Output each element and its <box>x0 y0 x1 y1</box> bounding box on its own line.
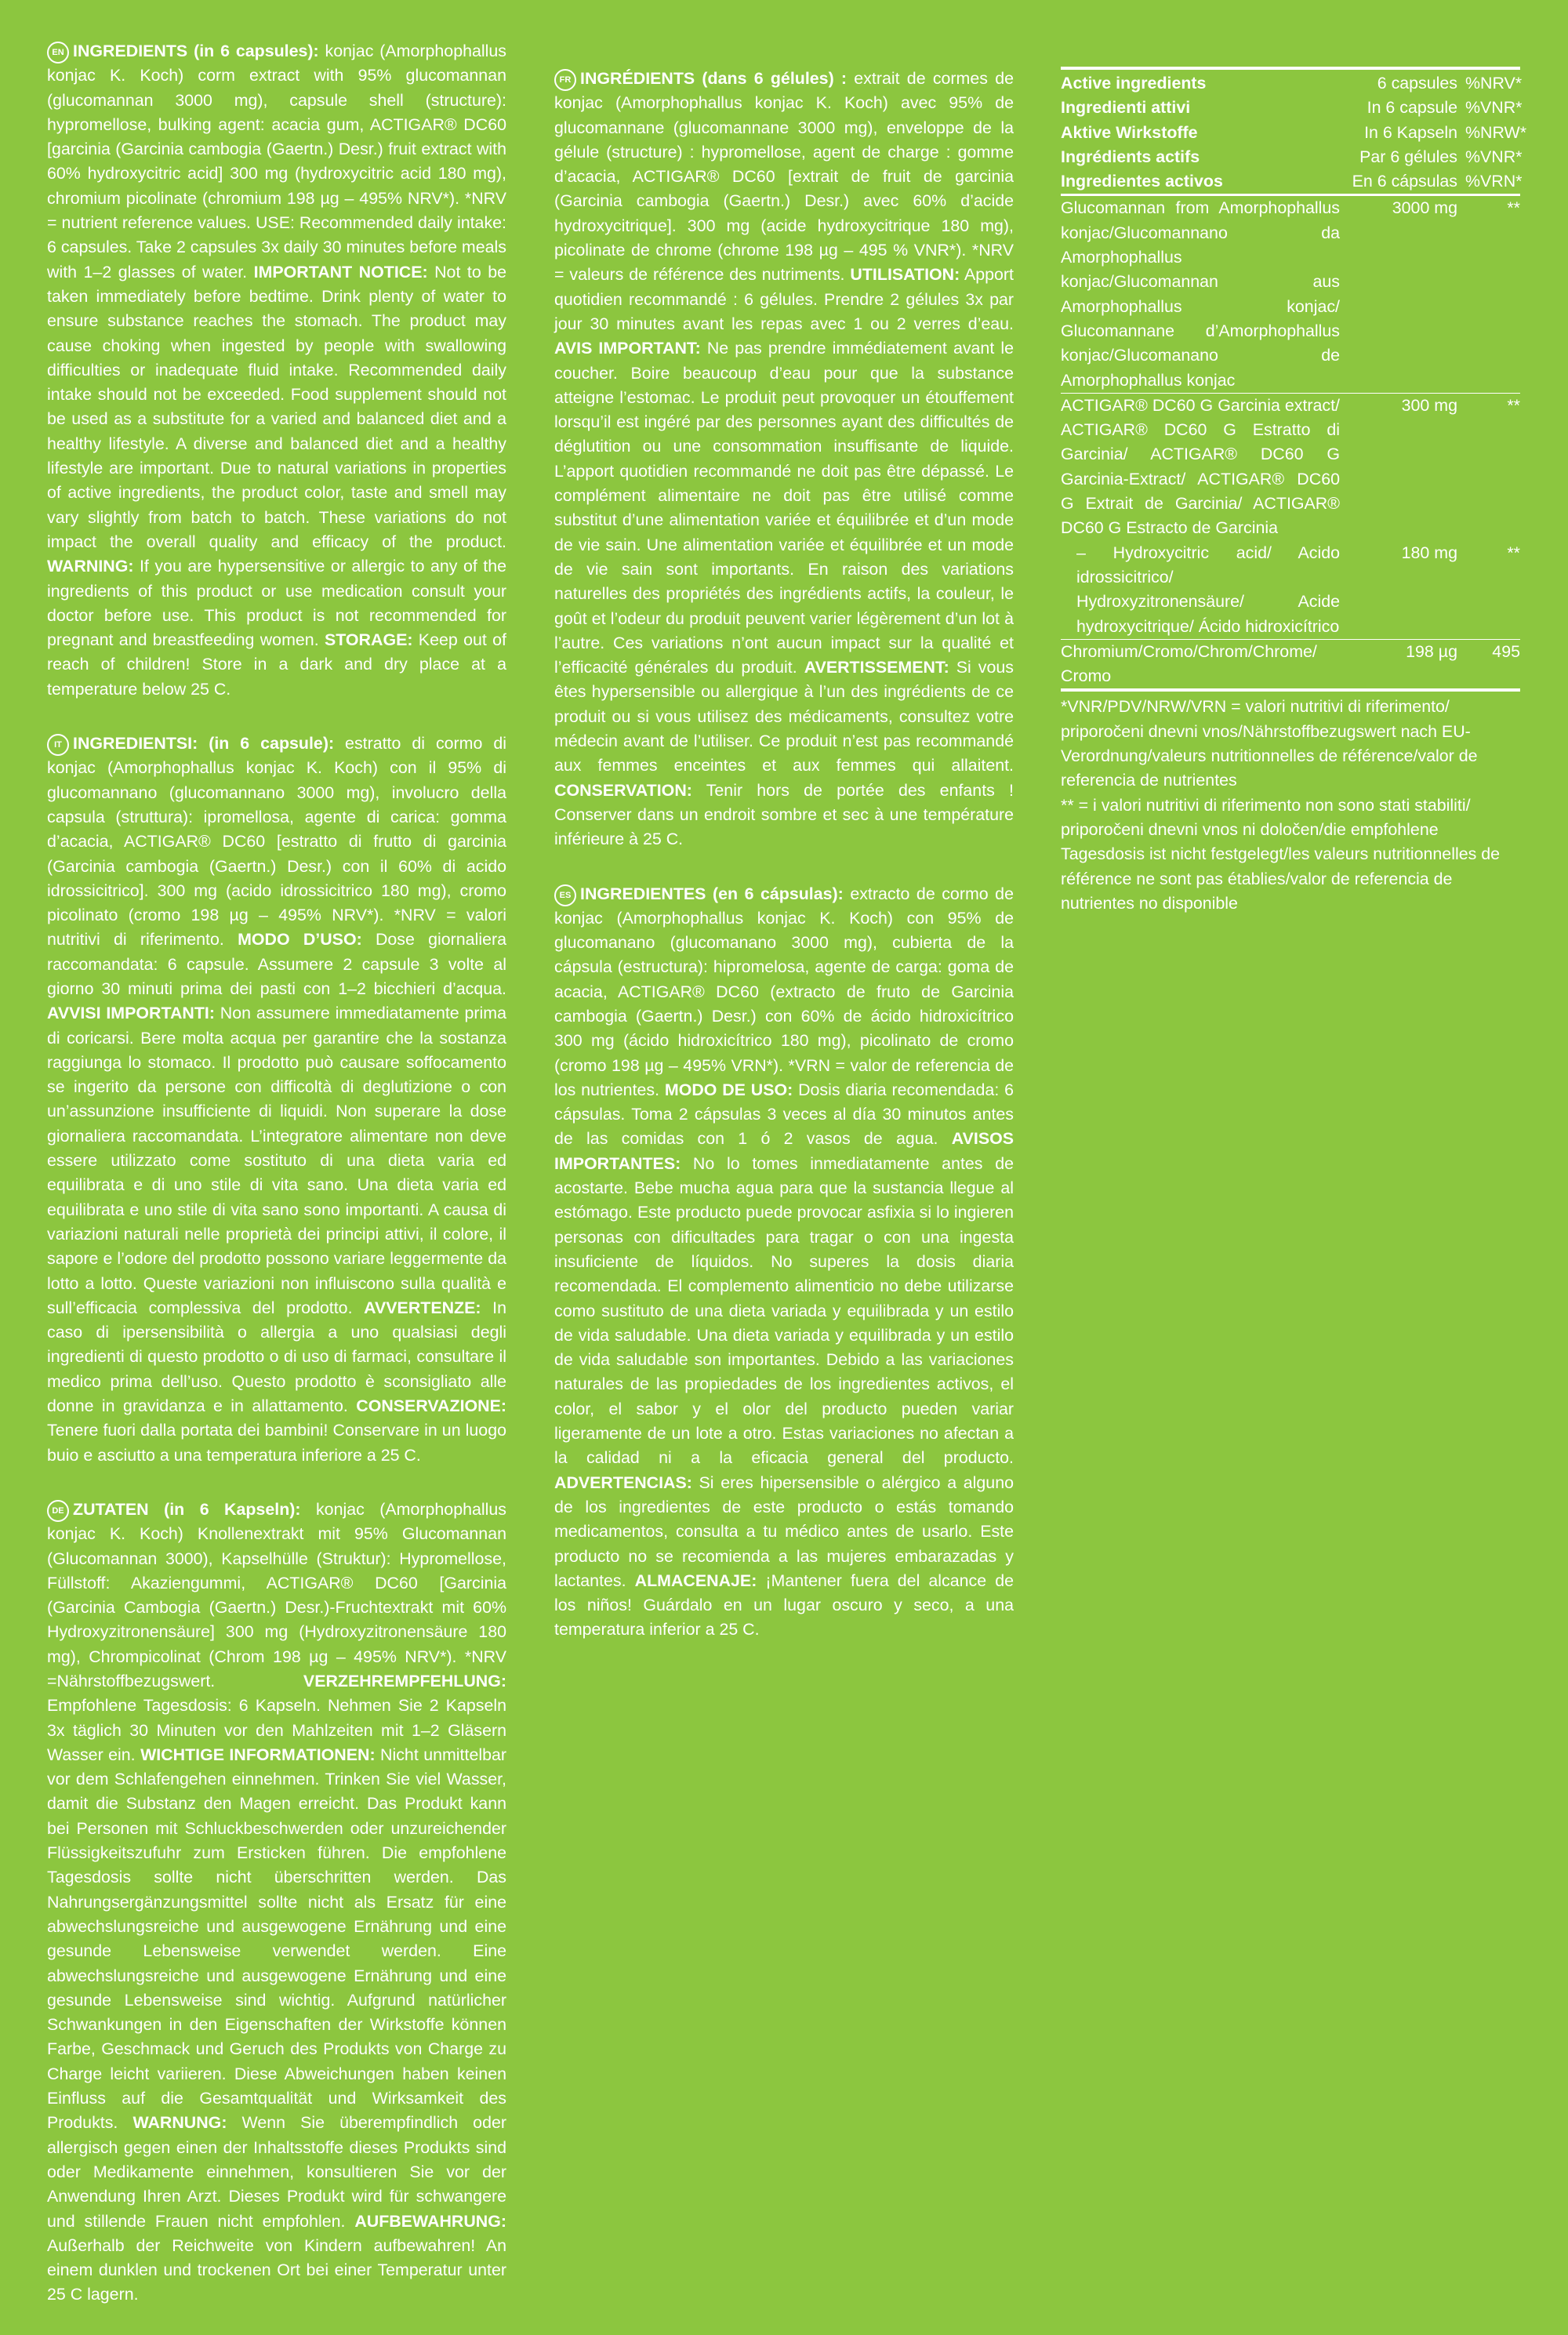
section-heading: AUFBEWAHRUNG: <box>354 2211 506 2231</box>
header-amount: Par 6 gélules <box>1359 147 1457 166</box>
header-name: Active ingredients <box>1061 74 1207 93</box>
header-name: Aktive Wirkstoffe <box>1061 122 1198 142</box>
header-ref: %VNR* <box>1465 147 1523 166</box>
footnote-not-established: ** = i valori nutritivi di riferimento non sono stati stabiliti/ priporočeni dnevni vnos ni določen/die empfohlene Tagesdosis ist nicht festgelegt/les valeurs nutritionnelles de référence ne sont pas établies/valor de referencia de nutrientes no disponible <box>1061 795 1501 913</box>
section-body-text: Empfohlene Tagesdosis: 6 Kapseln. Nehmen Sie 2 Kapseln 3x täglich 30 Minuten vor den Mahlzeiten mit 1–2 Gläsern Wasser ein. <box>47 1696 506 1764</box>
header-amount: En 6 cápsulas <box>1352 172 1457 191</box>
section-heading: CONSERVAZIONE: <box>356 1396 506 1416</box>
table-header-row <box>1061 121 1527 145</box>
language-badge-it: IT <box>47 734 69 756</box>
table-header-row <box>1061 96 1523 120</box>
header-name: Ingredienti attivi <box>1061 98 1191 118</box>
section-en-text <box>47 42 506 699</box>
header-ref: %NRV* <box>1465 74 1523 93</box>
section-body-text: Nicht unmittelbar vor dem Schlafengehen einnehmen. Trinken Sie viel Wasser, damit die Substanz den Magen erreicht. Das Produkt kann bei Personen mit Schluckbeschwerden oder unzureichender Flüssigkeitszufuhr zum Ersticken führen. Die empfohlene Tagesdosis sollte nicht überschritten werden. Das Nahrungsergänzungsmittel sollte nicht als Ersatz für eine abwechslungsreiche und ausgewogene Ernährung und eine gesunde Lebensweise verwendet werden. Eine abwechslungsreiche und ausgewogene Ernährung und eine gesunde Lebensweise sind wichtig. Aufgrund natürlicher Schwankungen in den Eigenschaften der Wirkstoffe können Farbe, Geschmack und Geruch des Produkts von Charge zu Charge leicht variieren. Diese Abweichungen haben keinen Einfluss auf die Gesamtqualität und Wirksamkeit des Produkts. <box>47 1745 507 2133</box>
section-heading: AVVERTENZE: <box>364 1298 481 1317</box>
column-right <box>1061 39 1527 916</box>
section-heading: ZUTATEN (in 6 Kapseln): <box>73 1499 301 1519</box>
section-heading: INGREDIENTS (in 6 capsules): <box>73 42 319 60</box>
section-body-text: If you are hypersensitive or allergic to any of the ingredients of this product or use medication consult your doctor before use. This product is not recommended for pregnant and breastfeeding women. <box>47 557 506 650</box>
section-heading: UTILISATION: <box>850 265 960 285</box>
language-badge-de: DE <box>47 1500 69 1522</box>
section-body-text: konjac (Amorphophallus konjac K. Koch) Knollenextrakt mit 95% Glucomannan (Glucomannan 3000), Kapselhülle (Struktur): Hypromellose, Füllstoff: Akaziengummi, ACTIGAR® DC60 [Garcinia (Garcinia Cambogia (Gaertn.) Desr.)-Fruchtextrakt mit 60% Hydroxyzitronensäure] 300 mg (Hydroxyzitronensäure 180 mg), Chrompicolinat (Chrom 198 µg – 495% NRV*). *NRV =Nährstoffbezugswert. <box>47 1499 506 1690</box>
section-en <box>47 39 506 702</box>
section-heading: INGRÉDIENTS (dans 6 gélules) : <box>580 69 848 88</box>
language-badge-es: ES <box>554 884 576 906</box>
section-fr-text <box>554 69 1014 848</box>
section-heading: MODO DE USO: <box>664 1080 793 1099</box>
section-heading: CONSERVATION: <box>554 780 692 800</box>
ingredient-amount: 3000 mg <box>1392 198 1457 218</box>
section-it <box>47 732 506 1468</box>
section-body-text: Außerhalb der Reichweite von Kindern aufbewahren! An einem dunklen und trockenen Ort bei einer Temperatur unter 25 C lagern. <box>47 2235 506 2304</box>
ingredient-name: ACTIGAR® DC60 G Garcinia extract/ ACTIGAR® DC60 G Estratto di Garcinia/ ACTIGAR® DC60 G Garcinia-Extract/ ACTIGAR® DC60 G Extrait de Garcinia/ ACTIGAR® DC60 G Estracto de Garcinia <box>1061 395 1340 538</box>
table-header-row <box>1061 169 1523 196</box>
ingredient-ref: ** <box>1507 395 1520 415</box>
header-ref: %NRW* <box>1465 122 1527 142</box>
section-heading: AVIS IMPORTANT: <box>554 339 701 358</box>
header-ref: %VNR* <box>1465 98 1523 118</box>
header-amount: 6 capsules <box>1377 74 1457 93</box>
section-heading: ALMACENAJE: <box>634 1571 757 1590</box>
section-heading: MODO D’USO: <box>238 930 362 950</box>
ingredient-name: Chromium/Cromo/Chrom/Chrome/ Cromo <box>1061 641 1317 686</box>
section-body-text: extrait de cormes de konjac (Amorphophallus konjac K. Koch) avec 95% de glucomannane (glucomannane 3000 mg), enveloppe de la gélule (structure) : hypromellose, agent de charge : gomme d’acacia, ACTIGAR® DC60 [extrait de fruit de garcinia (Garcinia cambogia (Gaertn.) Desr.) avec 60% d’acide hydroxycitrique]. 300 mg (acide hydroxycitrique 180 mg), picolinate de chrome (chrome 198 µg – 495 % VNR*). *NRV = valeurs de référence des nutriments. <box>554 69 1014 285</box>
active-ingredients-table <box>1061 67 1527 916</box>
language-badge-en: EN <box>47 42 69 64</box>
section-it-text <box>47 734 506 1465</box>
section-heading: AVISOS IMPORTANTES: <box>554 1129 1014 1173</box>
section-heading: IMPORTANT NOTICE: <box>253 262 428 281</box>
ingredient-ref: ** <box>1507 543 1520 562</box>
ingredient-amount: 300 mg <box>1401 395 1457 415</box>
section-body-text: Tenir hors de portée des enfants ! Conserver dans un endroit sombre et sec à une température inférieure à 25 C. <box>554 780 1014 849</box>
section-body-text: Si eres hipersensible o alérgico a alguno de los ingredientes de este producto o estás tomando medicamentos, consulta a tu médico antes de usarlo. Este producto no se recomienda a las mujeres embarazadas y lactantes. <box>554 1473 1014 1590</box>
section-heading: WARNUNG: <box>132 2113 227 2133</box>
section-body-text: Ne pas prendre immédiatement avant le coucher. Boire beaucoup d’eau pour que la substance atteigne l’estomac. Le produit peut provoquer un étouffement lorsqu’il est ingéré par des personnes ayant des difficultés de déglutition ou une consommation insuffisante de liquide. L’apport quotidien recommandé ne doit pas être dépassé. Le complément alimentaire ne doit pas être utilisé comme substitut d’une alimentation variée et équilibrée et d’un mode de vie sain. Une alimentation variée et équilibrée et un mode de vie sain sont importants. En raison des variations naturelles des propriétés des ingrédients actifs, la couleur, le goût et l’odeur du produit peuvent varier légèrement d’un lot à l’autre. Ces variations n’ont aucun impact sur la qualité et l’efficacité générales du produit. <box>554 339 1014 677</box>
section-body-text: extracto de cormo de konjac (Amorphophallus konjac K. Koch) con 95% de glucomanano (glucomanano 3000 mg), cubierta de la cápsula (estructura): hipromelosa, agente de carga: goma de acacia, ACTIGAR® DC60 (extracto de fruto de Garcinia cambogia (Gaertn.) Desr.) con 60% de ácido hidroxicítrico 300 mg (ácido hidroxicítrico 180 mg), picolinato de cromo (cromo 198 µg – 495% VRN*). *VRN = valor de referencia de los nutrientes. <box>554 884 1014 1099</box>
section-body-text: Si vous êtes hypersensible ou allergique à l’un des ingrédients de ce produit ou si vous utilisez des médicaments, consultez votre médecin avant de l’utiliser. Ce produit n’est pas recommandé aux femmes enceintes et aux femmes qui allaitent. <box>554 658 1014 775</box>
section-body-text: No lo tomes inmediatamente antes de acostarte. Bebe mucha agua para que la sustancia llegue al estómago. Este producto puede provocar asfixia si lo ingieren personas con dificultades para tragar o con una ingesta insuficiente de líquidos. No superes la dosis diaria recomendada. El complemento alimenticio no debe utilizarse como sustituto de una dieta variada y equilibrada y un estilo de vida saludable. Una dieta variada y equilibrada y un estilo de vida saludable son importantes. Debido a las variaciones naturales de las propiedades de los ingredientes activos, el color, el sabor y el olor del producto pueden variar ligeramente de un lote a otro. Estas variaciones no afectan a la calidad ni a la eficacia general del producto. <box>554 1153 1014 1468</box>
ingredient-ref: ** <box>1507 198 1520 218</box>
ingredient-amount: 180 mg <box>1401 543 1457 562</box>
language-badge-fr: FR <box>554 69 576 91</box>
section-body-text: Tenere fuori dalla portata dei bambini! Conservare in un luogo buio e asciutto a una temperatura inferiore a 25 C. <box>47 1421 506 1465</box>
section-body-text: In caso di ipersensibilità o allergia a uno qualsiasi degli ingredienti di questo prodotto o di uso di farmaci, consultare il medico prima dell’uso. Questo prodotto è sconsigliato alle donne in gravidanza e in allattamento. <box>47 1298 506 1416</box>
header-amount: In 6 capsule <box>1367 98 1457 118</box>
section-heading: ADVERTENCIAS: <box>554 1473 692 1492</box>
column-middle <box>554 39 1014 1672</box>
table-row <box>1061 640 1520 692</box>
column-left <box>47 39 506 2335</box>
header-amount: In 6 Kapseln <box>1364 122 1457 142</box>
section-de-text <box>47 1500 506 2304</box>
table-row <box>1061 541 1520 640</box>
table-row <box>1061 394 1520 541</box>
table-header-row <box>1061 145 1523 169</box>
table-row <box>1061 196 1520 393</box>
header-ref: %VRN* <box>1465 172 1523 191</box>
table-footnotes <box>1061 695 1520 916</box>
section-heading: WICHTIGE INFORMATIONEN: <box>140 1745 376 1764</box>
ingredient-ref: 495 <box>1492 641 1520 661</box>
section-body-text: Dose giornaliera raccomandata: 6 capsule. Assumere 2 capsule 3 volte al giorno 30 minuti prima dei pasti con 1–2 bicchieri d’acqua. <box>47 930 506 998</box>
section-heading: WARNING: <box>47 557 134 576</box>
section-de <box>47 1498 506 2308</box>
header-name: Ingredientes activos <box>1061 172 1223 191</box>
section-body-text: Non assumere immediatamente prima di coricarsi. Bere molta acqua per garantire che la sostanza raggiunga lo stomaco. Il prodotto può causare soffocamento se ingerito da persone con difficoltà di deglutizione o con un’assunzione insufficiente di liquidi. Non superare la dose giornaliera raccomandata. L’integratore alimentare non deve essere utilizzato come sostituto di una dieta varia ed equilibrata e di uno stile di vita sano. Una dieta varia ed equilibrata e uno stile di vita sano sono importanti. A causa di variazioni naturali nelle proprietà dei principi attivi, il colore, il sapore e l’odore del prodotto possono variare leggermente da lotto a lotto. Queste variazioni non influiscono sulla qualità e sull’efficacia complessiva del prodotto. <box>47 1004 506 1317</box>
section-body-text: estratto di cormo di konjac (Amorphophallus konjac K. Koch) con il 95% di glucomannano (glucomannano 3000 mg), involucro della capsula (struttura): ipromellosa, agente di carica: gomma d’acacia, ACTIGAR® DC60 [estratto di frutto di garcinia (Garcinia cambogia (Gaertn.) Desr.) con il 60% di acido idrossicitrico]. 300 mg (acido idrossicitrico 180 mg), cromo picolinato (cromo 198 µg – 495% NRV*). *NRV = valori nutritivi di riferimento. <box>47 734 506 950</box>
footnote-nrv: *VNR/PDV/NRW/VRN = valori nutritivi di riferimento/ priporočeni dnevni vnos/Nährstoffbezugswert nach EU-Verordnung/valeurs nutritionnelles de référence/valor de referencia de nutrientes <box>1061 697 1478 790</box>
section-body-text: Apport quotidien recommandé : 6 gélules. Prendre 2 gélules 3x par jour 30 minutes avant les repas avec 1 ou 2 verres d’eau. <box>554 265 1014 333</box>
section-heading: AVERTISSEMENT: <box>804 658 949 677</box>
section-heading: INGREDIENTES (en 6 cápsulas): <box>580 884 844 903</box>
table-header <box>1061 67 1527 196</box>
header-name: Ingrédients actifs <box>1061 147 1200 166</box>
ingredient-amount: 198 µg <box>1406 641 1457 661</box>
table-header-row <box>1061 71 1523 96</box>
section-heading: INGREDIENTSI: (in 6 capsule): <box>73 734 335 754</box>
ingredient-name: Glucomannan from Amorphophallus konjac/Glucomannano da Amorphophallus konjac/Glucomannan aus Amorphophallus konjac/ Glucomannane d’Amorphophallus konjac/Glucomanano de Amorphophallus konjac <box>1061 198 1340 390</box>
section-es <box>554 882 1014 1643</box>
section-fr <box>554 67 1014 852</box>
section-body-text: Not to be taken immediately before bedtime. Drink plenty of water to ensure substance reaches the stomach. The product may cause choking when ingested by people with swallowing difficulties or inadequate fluid intake. Recommended daily intake should not be exceeded. Food supplement should not be used as a substitute for a varied and balanced diet and a healthy lifestyle. A diverse and balanced diet and a healthy lifestyle are important. Due to natural variations in properties of active ingredients, the product color, taste and smell may vary slightly from batch to batch. These variations do not impact the overall quality and efficacy of the product. <box>47 262 506 551</box>
section-body-text: Wenn Sie überempfindlich oder allergisch gegen einen der Inhaltsstoffe dieses Produkts sind oder Medikamente einnehmen, konsultieren Sie vor der Anwendung Ihren Arzt. Dieses Produkt wird für schwangere und stillende Frauen nicht empfohlen. <box>47 2113 506 2231</box>
section-body-text: Dosis diaria recomendada: 6 cápsulas. Toma 2 cápsulas 3 veces al día 30 minutos antes de las comidas con 1 ó 2 vasos de agua. <box>554 1080 1014 1149</box>
section-heading: STORAGE: <box>324 630 413 650</box>
section-body-text: ¡Mantener fuera del alcance de los niños! Guárdalo en un lugar oscuro y seco, a una temperatura inferior a 25 C. <box>554 1571 1014 1640</box>
ingredient-name: – Hydroxycitric acid/ Acido idrossicitrico/ Hydroxyzitronensäure/ Acide hydroxycitrique/ Ácido hidroxicítrico <box>1076 543 1340 636</box>
section-heading: AVVISI IMPORTANTI: <box>47 1004 215 1023</box>
section-body-text: konjac (Amorphophallus konjac K. Koch) corm extract with 95% glucomannan (glucomannan 3000 mg), capsule shell (structure): hypromellose, bulking agent: acacia gum, ACTIGAR® DC60 [garcinia (Garcinia cambogia (Gaertn.) Desr.) fruit extract with 60% hydroxycitric acid] 300 mg (hydroxycitric acid 180 mg), chromium picolinate (chromium 198 µg – 495% NRV*). *NRV = nutrient reference values. USE: Recommended daily intake: 6 capsules. Take 2 capsules 3x daily 30 minutes before meals with 1–2 glasses of water. <box>47 42 506 281</box>
section-body-text: Keep out of reach of children! Store in a dark and dry place at a temperature below 25 C. <box>47 630 506 699</box>
section-es-text <box>554 884 1014 1640</box>
section-heading: VERZEHREMPFEHLUNG: <box>303 1672 506 1690</box>
